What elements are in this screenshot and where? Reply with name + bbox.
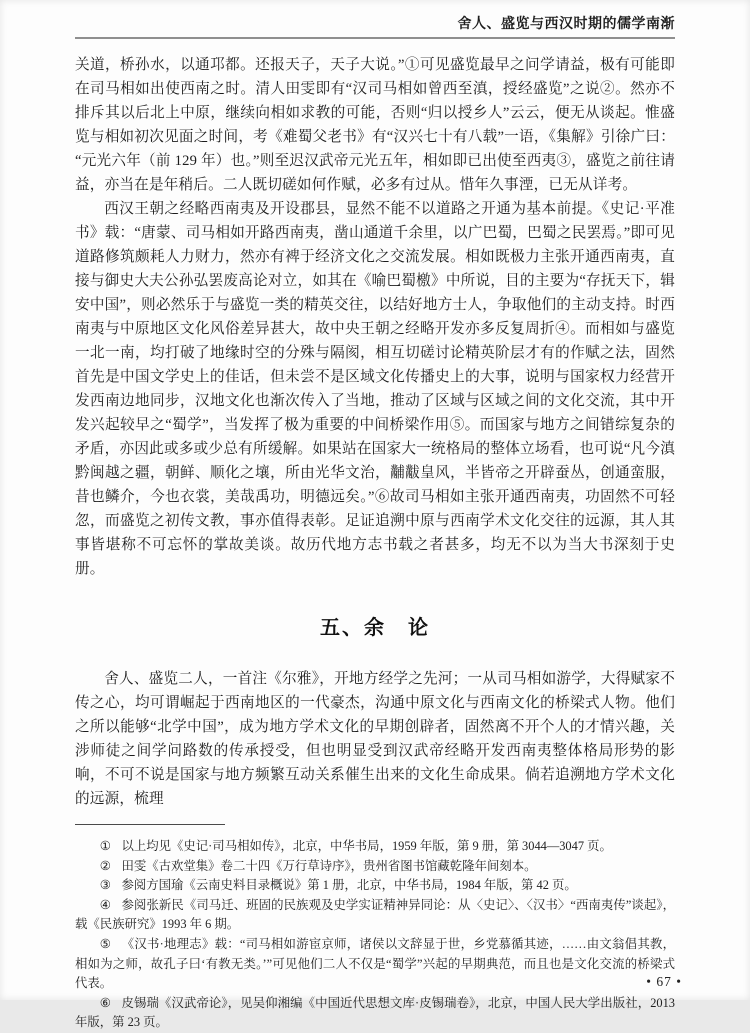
footnote-marker: ⑥ [99,995,111,1010]
body-paragraph: 西汉王朝之经略西南夷及开设郡县，显然不能不以道路之开通为基本前提。《史记·平准书》载：“唐蒙、司马相如开路西南夷，凿山通道千余里，以广巴蜀，巴蜀之民罢焉。”即可见道路修筑颇耗人力财力，然亦有裨于经济文化之交流发展。相如既极力主张开通西南夷，直接与御史大夫公孙弘罢废高论对立，如其在《喻巴蜀檄》中所说，目的主要为“存抚天下，辑安中国”，则必然乐于与盛览一类的精英交往，以结好地方士人，争取他们的主动支持。时西南夷与中原地区文化风俗差异甚大，故中央王朝之经略开发亦多反复周折④。而相如与盛览一北一南，均打破了地缘时空的分殊与隔阂，相互切磋讨论精英阶层才有的作赋之法，固然首先是中国文学史上的佳话，但未尝不是区域文化传播史上的大事，说明与国家权力经营开发西南边地同步，汉地文化也渐次传入了当地，推动了区域与区域之间的文化交流，其中开发兴起较早之“蜀学”，当发挥了极为重要的中间桥梁作用⑤。而国家与地方之间错综复杂的矛盾，亦因此或多或少总有所缓解。如果站在国家大一统格局的整体立场看，也可说“凡今滇黔闽越之疆，朝鲜、顺化之壤，所由光华文治，黼黻皇风，半皆帝之开辟蚕丛，创通蛮服，昔也鳞介，今也衣裳，美哉禹功，明德远矣。”⑥故司马相如主张开通西南夷，功固然不可轻忽，而盛览之初传文教，事亦值得表彰。足证追溯中原与西南学术文化交往的远源，其人其事皆堪称不可忘怀的掌故美谈。故历代地方志书载之者甚多，均无不以为当大书深刻于史册。 [75,201,675,577]
footnote-text: 以上均见《史记·司马相如传》，北京，中华书局，1959 年版，第 9 册，第 3044—3047 页。 [121,839,612,853]
body-paragraph-continuation: 关道，桥孙水，以通邛都。还报天子，天子大说。”①可见盛览最早之问学请益，极有可能即在司马相如出使西南之时。清人田雯即有“汉司马相如曾西至滇，授经盛览”之说②。然亦不排斥其以后北上中原，继续向相如求教的可能，否则“归以授乡人”云云，便无从谈起。惟盛览与相如初次见面之时间，考《难蜀父老书》有“汉兴七十有八载”一语，《集解》引徐广曰：“元光六年（前 129 年）也。”则至迟汉武帝元光五年，相如即已出使至西夷③，盛览之前往请益，亦当在是年稍后。二人既切磋如何作赋，必多有过从。惜年久事湮，已无从详考。 [75,57,675,193]
article-body [75,53,675,811]
footnote-marker: ⑤ [99,936,112,951]
footnote-marker: ④ [99,897,111,912]
footnote-text: 参阅张新民《司马迁、班固的民族观及史学实证精神异同论：从〈史记〉、〈汉书〉“西南夷传”谈起》，载《民族研究》1993 年 6 期。 [75,897,675,932]
footnotes-section [75,837,675,1033]
header-rule [75,37,675,39]
footnote [75,896,675,935]
footnote-text: 田雯《古欢堂集》卷二十四《万行草诗序》，贵州省图书馆藏乾隆年间刻本。 [121,858,537,873]
footnote [75,837,675,857]
footnote-marker: ① [99,839,111,853]
running-head-title: 舍人、盛览与西汉时期的儒学南渐 [457,15,675,31]
footnote-marker: ② [99,858,111,873]
footnote-text: 参阅方国瑜《云南史料目录概说》第 1 册，北京，中华书局，1984 年版，第 42 页。 [121,878,577,893]
footnote [75,857,675,877]
footnote-marker: ③ [99,878,111,893]
page-number: • 67 • [646,974,682,989]
footnote-text: 《汉书·地理志》载：“司马相如游宦京师，诸侯以文辞显于世，乡党慕循其迹，……由文翁倡其教，相如为之师，故孔子曰‘有教无类。’”可见他们二人不仅是“蜀学”兴起的早期典范，而且也是文化交流的桥梁式代表。 [75,936,675,991]
footnote-separator [75,824,225,825]
footnote [75,876,675,896]
section-heading: 五、余 论 [320,617,430,639]
body-paragraph: 舍人、盛览二人，一首注《尔雅》，开地方经学之先河；一从司马相如游学，大得赋家不传之心，均可谓崛起于西南地区的一代豪杰，沟通中原文化与西南文化的桥梁式人物。他们之所以能够“北学中国”，成为地方学术文化的早期创辟者，固然离不开个人的才情兴趣，关涉师徒之间学问路数的传承授受，但也明显受到汉武帝经略开发西南夷整体格局形势的影响，不可不说是国家与地方频繁互动关系催生出来的文化生命成果。倘若追溯地方学术文化的远源，梳理 [75,671,675,807]
footnote-text: 皮锡瑞《汉武帝论》，见吴仰湘编《中国近代思想文库·皮锡瑞卷》，北京，中国人民大学出版社，2013 年版，第 23 页。 [75,995,675,1030]
footnote [75,935,675,994]
footnote [75,994,675,1033]
